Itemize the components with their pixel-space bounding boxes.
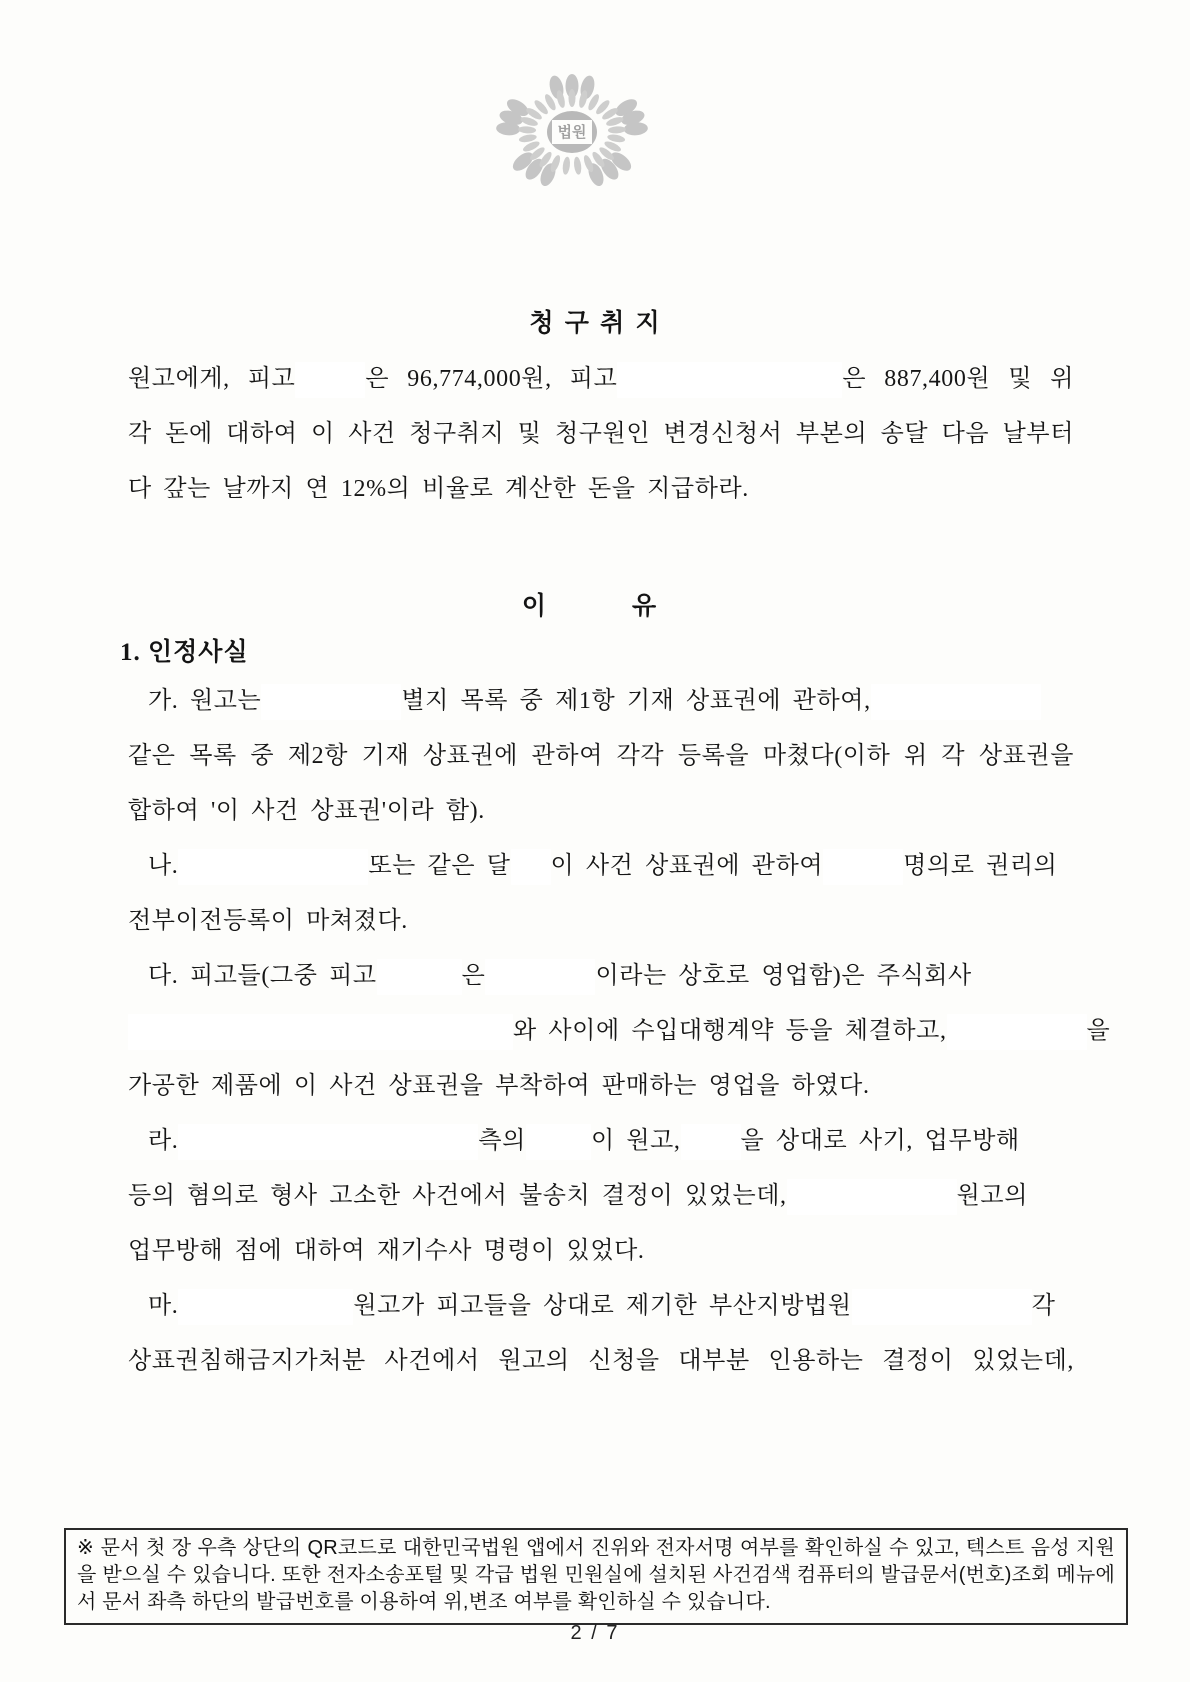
redacted-area [787,1179,957,1215]
text-line: 가공한 제품에 이 사건 상표권을 부착하여 판매하는 영업을 하였다. [128,1073,870,1099]
redacted-area [823,849,903,885]
redacted-area [295,362,365,398]
redacted-area [511,849,551,885]
text-line: 합하여 '이 사건 상표권'이라 함). [128,798,485,824]
text-line: 각 돈에 대하여 이 사건 청구취지 및 청구원인 변경신청서 부본의 송달 다음 날부터 [128,421,1074,447]
redacted-area [947,1014,1087,1050]
seal-text: 법원 [557,125,587,141]
footer-notice-text: ※ 문서 첫 장 우측 상단의 QR코드로 대한민국법원 앱에서 진위와 전자서명 여부를 확인하실 수 있고, 텍스트 음성 지원을 받으실 수 있습니다. 또한 전자소송포털 및 각급 법원 민원실에 설치된 사건검색 컴퓨터의 발급문서(번호)조회 메뉴에서 문서 좌측 하단의 발급번호를 이용하여 위,변조 여부를 확인하실 수 있습니다. [77,1537,1115,1613]
redacted-area [681,1124,741,1160]
redacted-area [178,1289,353,1325]
text-line: 상표권침해금지가처분 사건에서 원고의 신청을 대부분 인용하는 결정이 있었는데, [128,1348,1074,1374]
claim-body [128,352,1074,517]
text-line: 나. 또는 같은 달 이 사건 상표권에 관하여 명의로 권리의 [128,839,1074,894]
text-line: 라. 측의 이 원고, 을 상대로 사기, 업무방해 [128,1114,1074,1169]
court-seal [488,72,656,192]
text-line: 마. 원고가 피고들을 상대로 제기한 부산지방법원 각 [128,1279,1074,1334]
redacted-area [377,959,462,995]
text-line: 다. 피고들(그중 피고 은 이라는 상호로 영업함)은 주식회사 [128,949,1074,1004]
text-line: 업무방해 점에 대하여 재기수사 명령이 있었다. [128,1238,645,1264]
text-line: 같은 목록 중 제2항 기재 상표권에 관하여 각각 등록을 마쳤다(이하 위 각 상표권을 [128,743,1074,769]
court-seal-emblem [488,72,656,192]
redacted-area [485,959,595,995]
reasons-body [128,674,1111,1389]
redacted-area [526,1124,591,1160]
redacted-area [178,849,368,885]
reasons-title: 이 유 [521,593,669,620]
page-number: 2 / 7 [570,1622,620,1644]
text-line: 등의 혐의로 형사 고소한 사건에서 불송치 결정이 있었는데, 원고의 [128,1169,1074,1224]
redacted-area [128,1014,513,1050]
text-line: 와 사이에 수입대행계약 등을 체결하고, 을 [128,1004,1074,1059]
redacted-area [617,362,842,398]
redacted-area [178,1124,478,1160]
text-line: 전부이전등록이 마쳐졌다. [128,908,408,934]
redacted-area [871,684,1041,720]
text-line: 가. 원고는 별지 목록 중 제1항 기재 상표권에 관하여, [128,674,1074,729]
text-line: 다 갚는 날까지 연 12%의 비율로 계산한 돈을 지급하라. [128,476,749,502]
text-line: 원고에게, 피고 은 96,774,000원, 피고 은 887,400원 및 위 [128,352,1074,407]
redacted-area [852,1289,1032,1325]
footer-notice-box [64,1528,1128,1625]
section-1-heading: 1. 인정사실 [120,639,249,666]
redacted-area [261,684,401,720]
claim-title: 청 구 취 지 [529,310,661,337]
